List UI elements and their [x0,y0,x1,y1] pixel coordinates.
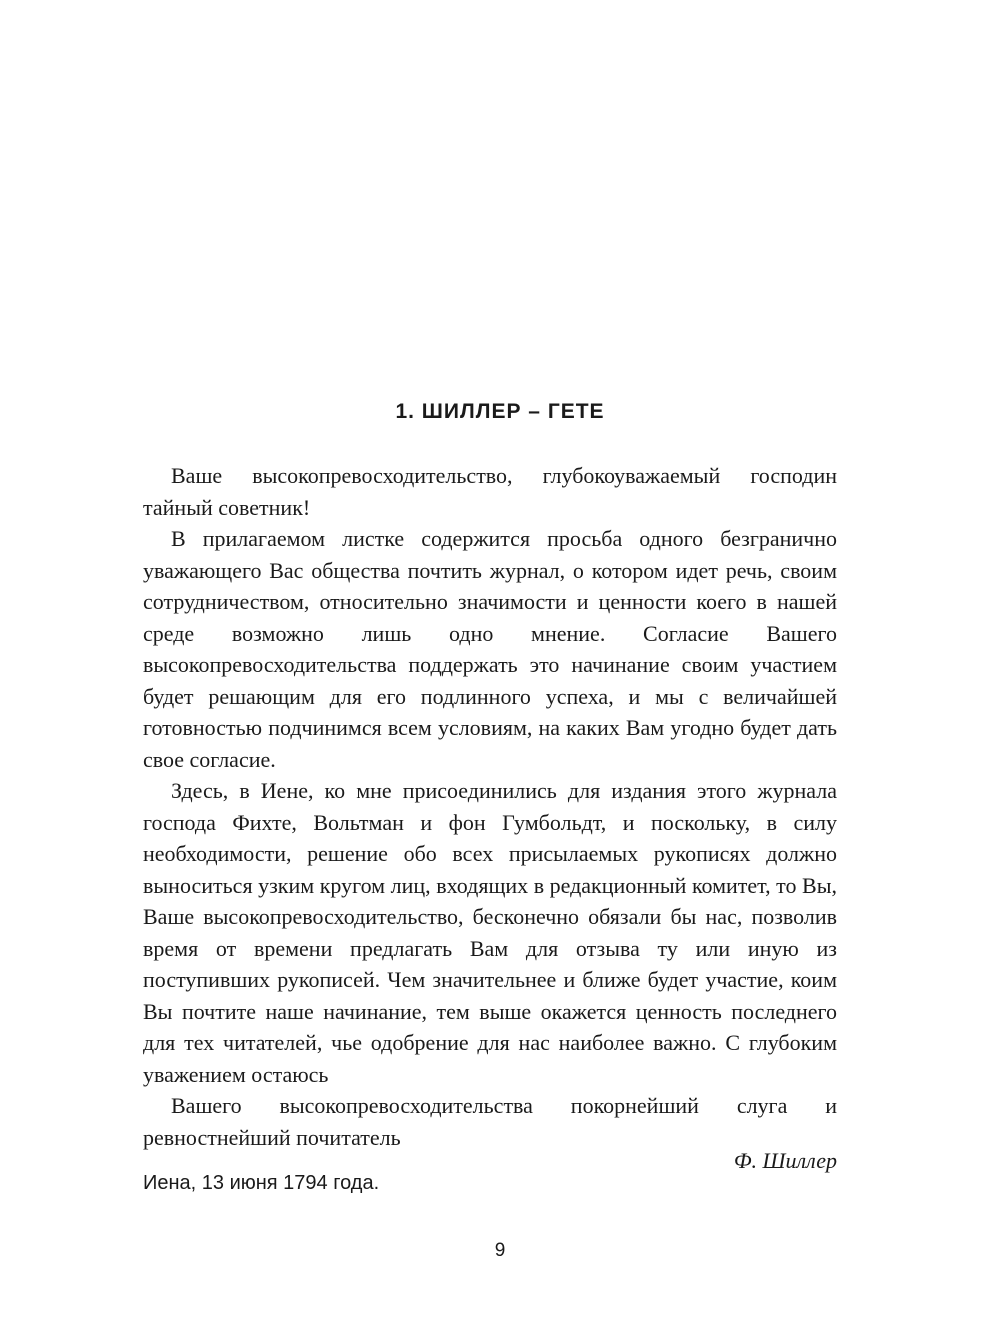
chapter-title: 1. ШИЛЛЕР – ГЕТЕ [395,400,605,423]
signature: Ф. Шиллер [733,1148,837,1173]
letter-body [143,460,837,1153]
place-date: Иена, 13 июня 1794 года. [143,1172,380,1194]
page-number: 9 [494,1240,506,1261]
paragraph-request: В прилагаемом листке содержится просьба одного безгранично уважающего Вас общества почтить журнал, о котором идет речь, своим сотрудничеством, относительно значимости и ценности коего в нашей среде возможно лишь одно мнение. Согласие Вашего высокопревосходительства поддержать это начинание своим участием будет решающим для его подлинного успеха, и мы с величайшей готовностью подчинимся всем условиям, на каких Вам угодно будет дать свое согласие. [143,526,837,772]
paragraph-closing: Вашего высокопревосходительства покорнейший слуга и ревностнейший почитатель [143,1093,837,1150]
paragraph-salutation: Ваше высокопревосходительство, глубокоуважаемый господин тайный советник! [143,463,837,520]
paragraph-editors: Здесь, в Иене, ко мне присоединились для издания этого журнала господа Фихте, Вольтман и фон Гумбольдт, и поскольку, в силу необходимости, решение обо всех присылаемых рукописях должно выноситься узким кругом лиц, входящих в редакционный комитет, то Вы, Ваше высокопревосходительство, бесконечно обязали бы нас, позволив время от времени предлагать Вам для отзыва ту или иную из поступивших рукописей. Чем значительнее и ближе будет участие, коим Вы почтите наше начинание, тем выше окажется ценность последнего для тех читателей, чье одобрение для нас наиболее важно. С глубоким уважением остаюсь [143,778,837,1087]
